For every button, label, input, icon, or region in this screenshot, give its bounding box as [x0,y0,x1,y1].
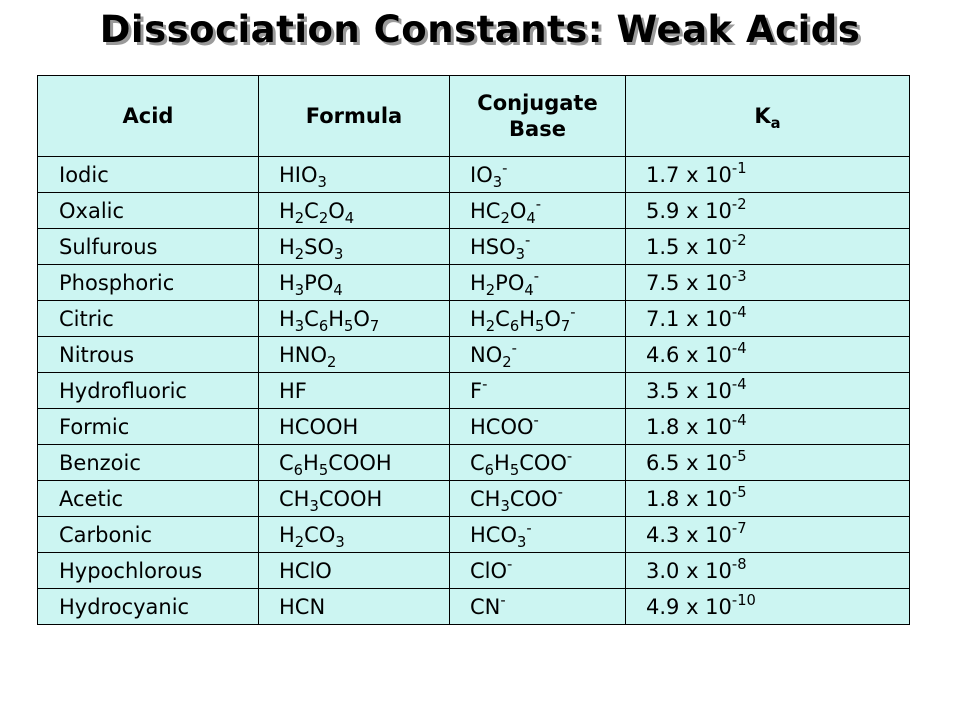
ka-value-cell [626,409,910,445]
formula-part: HNO [279,342,328,367]
conjugate-base-cell [450,409,626,445]
conjugate-base-cell [450,337,626,373]
header-formula: Formula [259,76,450,157]
acid-name-cell: Formic [38,409,259,445]
ka-mantissa: 4.9 x 10 [646,594,732,619]
formula-part: COOH [328,450,392,475]
table-row [38,517,910,553]
subscript: 6 [484,461,495,479]
formula-part: HC [470,198,501,223]
acid-table-container [37,75,910,625]
charge-superscript: - [500,591,506,609]
ka-mantissa: 4.3 x 10 [646,522,732,547]
subscript: 4 [524,281,534,299]
header-acid: Acid [38,76,259,157]
acid-name-cell: Nitrous [38,337,259,373]
table-row [38,409,910,445]
formula-part: HCOOH [279,414,359,439]
acid-name-cell: Hydrocyanic [38,589,259,625]
charge-superscript: - [482,375,488,393]
ka-exponent: -4 [731,375,747,393]
ka-exponent: -4 [731,411,747,429]
formula-part: CH [470,486,501,511]
ka-value-cell [626,157,910,193]
conjugate-base-cell [450,517,626,553]
table-body [38,157,910,625]
formula-part: C [470,450,485,475]
formula-part: H [279,270,295,295]
formula-cell [259,589,450,625]
conjugate-base-cell [450,481,626,517]
formula-part: H [519,306,535,331]
charge-superscript: - [511,339,517,357]
ka-exponent: -5 [731,447,747,465]
acid-name-cell: Benzoic [38,445,259,481]
conjugate-base-cell [450,445,626,481]
formula-part: CO [304,522,336,547]
formula-part: HCN [279,594,326,619]
ka-exponent: -8 [731,555,747,573]
conjugate-base-cell [450,229,626,265]
charge-superscript: - [566,447,573,465]
formula-part: PO [304,270,334,295]
formula-part: H [470,306,486,331]
table-row [38,373,910,409]
table-row [38,445,910,481]
formula-part: PO [495,270,525,295]
subscript: 3 [317,173,327,191]
ka-mantissa: 7.1 x 10 [646,306,732,331]
formula-part: HIO [279,162,318,187]
formula-part: HClO [279,558,332,583]
formula-cell [259,157,450,193]
formula-part: H [279,522,295,547]
conjugate-base-cell [450,157,626,193]
charge-superscript: - [557,483,563,501]
ka-exponent: -4 [731,339,747,357]
page-title: Dissociation Constants: Weak Acids [99,8,861,51]
subscript: 4 [333,281,343,299]
table-row [38,589,910,625]
ka-exponent: -5 [731,483,747,501]
charge-superscript: - [507,555,513,573]
subscript: 3 [516,533,527,551]
formula-part: C [304,198,319,223]
formula-part: HSO [470,234,516,259]
ka-value-cell [626,265,910,301]
header-conjugate-base-line1: Conjugate [477,90,598,115]
table-row [38,229,910,265]
conjugate-base-cell [450,589,626,625]
ka-exponent: -4 [731,303,747,321]
formula-part: C [279,450,294,475]
dissociation-constants-table [37,75,910,625]
subscript: 2 [485,317,496,335]
ka-mantissa: 6.5 x 10 [646,450,732,475]
subscript: 2 [327,353,337,371]
formula-part: SO [304,234,335,259]
ka-exponent: -2 [731,195,747,213]
formula-part: HCOO [470,414,534,439]
ka-exponent: -3 [731,267,747,285]
formula-part: H [494,450,510,475]
formula-part: C [495,306,510,331]
header-ka-main: K [754,103,771,128]
subscript: 5 [318,461,329,479]
formula-part: O [509,198,527,223]
formula-part: F [470,378,483,403]
ka-value-cell [626,193,910,229]
formula-cell [259,445,450,481]
subscript: 6 [293,461,304,479]
formula-cell [259,337,450,373]
ka-value-cell [626,553,910,589]
subscript: 2 [500,209,510,227]
subscript: 3 [334,245,344,263]
subscript: 5 [509,461,520,479]
subscript: 3 [492,173,503,191]
header-ka [626,76,910,157]
formula-cell [259,373,450,409]
subscript: 3 [335,533,345,551]
ka-exponent: -1 [731,159,747,177]
acid-name-cell: Hydrofluoric [38,373,259,409]
conjugate-base-cell [450,373,626,409]
ka-mantissa: 5.9 x 10 [646,198,732,223]
acid-name-cell: Iodic [38,157,259,193]
subscript: 2 [485,281,496,299]
subscript: 7 [369,317,380,335]
subscript: 2 [502,353,512,371]
formula-part: O [328,198,345,223]
table-header-row [38,76,910,157]
ka-value-cell [626,445,910,481]
subscript: 7 [560,317,571,335]
ka-exponent: -10 [731,591,756,609]
formula-part: O [353,306,370,331]
subscript: 3 [515,245,526,263]
subscript: 3 [294,281,305,299]
acid-name-cell: Hypochlorous [38,553,259,589]
ka-exponent: -2 [731,231,747,249]
subscript: 2 [294,245,305,263]
formula-cell [259,481,450,517]
table-row [38,193,910,229]
table-row [38,553,910,589]
formula-part: COO [519,450,567,475]
subscript: 3 [309,497,319,515]
formula-cell [259,409,450,445]
charge-superscript: - [533,267,540,285]
charge-superscript: - [533,411,539,429]
table-row [38,265,910,301]
ka-mantissa: 3.0 x 10 [646,558,732,583]
acid-name-cell: Acetic [38,481,259,517]
formula-part: C [304,306,319,331]
formula-cell [259,553,450,589]
ka-mantissa: 7.5 x 10 [646,270,732,295]
header-ka-subscript: a [770,115,781,133]
formula-cell [259,301,450,337]
charge-superscript: - [570,303,576,321]
conjugate-base-cell [450,553,626,589]
subscript: 2 [294,533,305,551]
formula-part: CN [470,594,501,619]
subscript: 4 [526,209,536,227]
ka-mantissa: 1.5 x 10 [646,234,732,259]
charge-superscript: - [535,195,542,213]
ka-value-cell [626,481,910,517]
ka-mantissa: 4.6 x 10 [646,342,732,367]
subscript: 4 [344,209,355,227]
formula-part: H [279,234,295,259]
formula-part: H [328,306,344,331]
formula-part: IO [470,162,493,187]
formula-part: HF [279,378,307,403]
acid-name-cell: Sulfurous [38,229,259,265]
subscript: 2 [294,209,305,227]
formula-part: H [303,450,319,475]
formula-part: CH [279,486,310,511]
ka-mantissa: 1.7 x 10 [646,162,732,187]
acid-name-cell: Phosphoric [38,265,259,301]
table-row [38,301,910,337]
subscript: 6 [318,317,329,335]
conjugate-base-cell [450,301,626,337]
ka-value-cell [626,589,910,625]
ka-mantissa: 1.8 x 10 [646,486,732,511]
acid-name-cell: Oxalic [38,193,259,229]
ka-value-cell [626,373,910,409]
acid-name-cell: Carbonic [38,517,259,553]
charge-superscript: - [502,159,508,177]
table-row [38,481,910,517]
formula-part: H [279,198,295,223]
ka-mantissa: 1.8 x 10 [646,414,732,439]
formula-part: O [544,306,561,331]
formula-part: H [279,306,295,331]
conjugate-base-cell [450,265,626,301]
table-row [38,157,910,193]
subscript: 3 [294,317,305,335]
conjugate-base-cell [450,193,626,229]
subscript: 3 [500,497,510,515]
acid-name-cell: Citric [38,301,259,337]
ka-value-cell [626,229,910,265]
formula-part: COO [509,486,558,511]
subscript: 5 [534,317,545,335]
ka-value-cell [626,517,910,553]
ka-exponent: -7 [731,519,747,537]
ka-mantissa: 3.5 x 10 [646,378,732,403]
subscript: 5 [343,317,354,335]
header-conjugate-base-line2: Base [509,117,566,141]
table-row [38,337,910,373]
formula-part: H [470,270,486,295]
formula-part: HCO [470,522,517,547]
formula-part: ClO [470,558,508,583]
formula-part: COOH [318,486,383,511]
formula-cell [259,193,450,229]
ka-value-cell [626,337,910,373]
header-conjugate-base [450,76,626,157]
formula-part: NO [470,342,503,367]
subscript: 6 [509,317,520,335]
charge-superscript: - [526,519,532,537]
formula-cell [259,229,450,265]
ka-value-cell [626,301,910,337]
subscript: 2 [318,209,329,227]
charge-superscript: - [525,231,531,249]
formula-cell [259,265,450,301]
formula-cell [259,517,450,553]
